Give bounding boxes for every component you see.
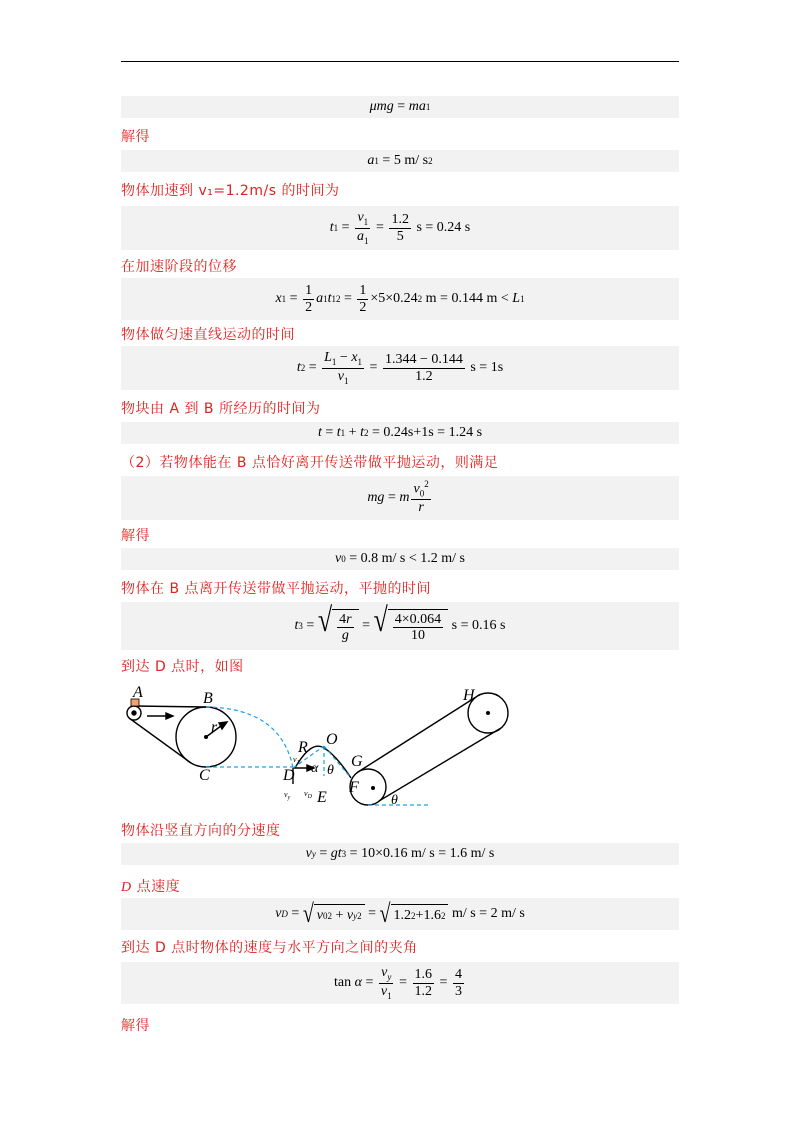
equation-t2: t 2 = $\frac{L_1 - x_1}{v_1}$ = $\frac{1.344 - 0.144}{1.2}$ s = 1 s — [121, 346, 679, 390]
label-solve-1: 解得 — [121, 129, 150, 145]
label-vertical-velocity: 物体沿竖直方向的分速度 — [121, 823, 281, 839]
label-uniform-time: 物体做匀速直线运动的时间 — [121, 327, 295, 343]
header-rule — [121, 61, 679, 62]
label-accel-displacement: 在加速阶段的位移 — [121, 259, 237, 275]
label-vd: $v_D$ — [304, 789, 312, 800]
label-point-c: C — [199, 767, 210, 784]
label-point-o: O — [326, 731, 338, 748]
equation-t1: t 1 = $\frac{v_1}{a_1}$ = $\frac{1.2}{5}$ s = 0.24 s — [121, 206, 679, 250]
equation-circular: mg = m $\frac{v_0^2}{r}$ — [121, 476, 679, 520]
equation-vy: v y = gt 3 = 10×0.16 m/ s = 1.6 m/ s — [121, 843, 679, 865]
equation-v0: v 0 = 0.8 m/ s < 1.2 m/ s — [121, 548, 679, 570]
equation-t3: t 3 = √ $\frac{4r}{g}$ = √ $\frac{4\times 0.064}{10}$ s = 0.16 s — [121, 602, 679, 650]
label-point-r: R — [298, 739, 308, 756]
conveyor-diagram — [121, 680, 521, 810]
label-theta-1: θ — [327, 763, 334, 778]
label-point-a: A — [133, 684, 143, 701]
equation-t-total: t = t 1 + t 2 = 0.24s+1s = 1.24 s — [121, 422, 679, 444]
label-a-to-b-time: 物块由 A 到 B 所经历的时间为 — [121, 401, 321, 417]
label-solve-3: 解得 — [121, 1018, 150, 1034]
label-point-e: E — [317, 789, 327, 806]
label-radius-r: r — [211, 719, 218, 736]
equation-tan-alpha: tan α = $\frac{v_y}{v_1}$ = $\frac{1.6}{1.2}$ = $\frac{4}{3}$ — [121, 962, 679, 1004]
label-point-h: H — [463, 687, 475, 704]
label-alpha: α — [311, 761, 319, 776]
equation-vd: v D = √ v 0 2 + v y 2 = √ 1.2 2 + 1.6 2 m/ s = 2 m/ s — [121, 898, 679, 930]
label-point-d: D — [283, 767, 295, 784]
equation-friction: μmg = ma 1 — [121, 96, 679, 118]
label-point-b: B — [203, 690, 213, 707]
label-vy: $v_y$ — [284, 790, 291, 801]
label-point-g: G — [351, 753, 363, 770]
label-solve-2: 解得 — [121, 528, 150, 544]
equation-x1: x 1 = $\frac{1}{2}$ a 1 t 1 2 = $\frac{1}{2}$ × 5 × 0.24 2 m = 0.144 m < L 1 — [121, 278, 679, 320]
label-angle-at-d: 到达 D 点时物体的速度与水平方向之间的夹角 — [121, 940, 418, 956]
label-part-2: （2）若物体能在 B 点恰好离开传送带做平抛运动，则满足 — [121, 455, 499, 471]
label-point-f: F — [349, 779, 359, 796]
label-v1: $v_1$ — [293, 755, 300, 766]
label-reach-d: 到达 D 点时，如图 — [121, 659, 244, 675]
equation-a1: a 1 = 5 m/ s 2 — [121, 150, 679, 172]
label-projectile-time: 物体在 B 点离开传送带做平抛运动，平抛的时间 — [121, 581, 432, 597]
label-theta-2: θ — [391, 793, 398, 808]
label-d-velocity: D 点速度 — [121, 879, 181, 895]
label-accel-time: 物体加速到 v₁=1.2m/s 的时间为 — [121, 183, 340, 199]
